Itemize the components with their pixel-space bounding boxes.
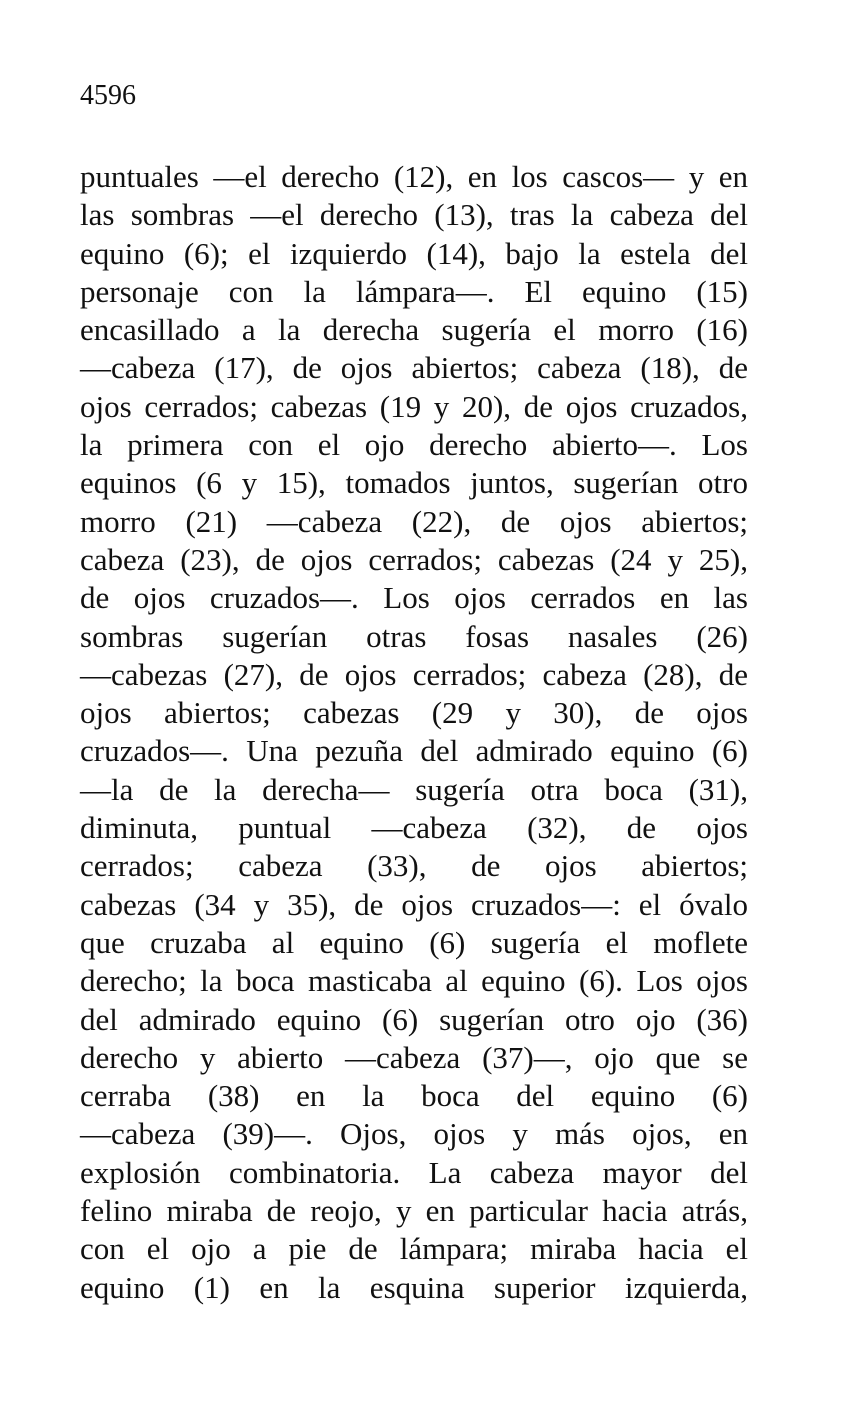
- text-line: derecho; la boca masticaba al equino (6). Los ojos: [80, 963, 748, 999]
- text-line: ojos abiertos; cabezas (29 y 30), de ojos: [80, 695, 748, 731]
- text-line: las sombras —el derecho (13), tras la cabeza del: [80, 197, 748, 233]
- text-line: ojos cerrados; cabezas (19 y 20), de ojos cruzados,: [80, 388, 748, 424]
- text-line: de ojos cruzados—. Los ojos cerrados en las: [80, 580, 748, 616]
- text-line: cerrados; cabeza (33), de ojos abiertos;: [80, 848, 748, 884]
- text-line: felino miraba de reojo, y en particular hacia atrás,: [80, 1193, 748, 1229]
- text-line: sombras sugerían otras fosas nasales (26): [80, 618, 748, 654]
- body-paragraph: [80, 158, 748, 1307]
- text-line: puntuales —el derecho (12), en los cascos— y en: [80, 159, 748, 194]
- text-line: diminuta, puntual —cabeza (32), de ojos: [80, 810, 748, 846]
- text-line: equino (1) en la esquina superior izquierda,: [80, 1269, 748, 1305]
- text-line: encasillado a la derecha sugería el morro (16): [80, 312, 748, 348]
- text-line: morro (21) —cabeza (22), de ojos abiertos;: [80, 503, 748, 539]
- text-line: derecho y abierto —cabeza (37)—, ojo que se: [80, 1039, 748, 1075]
- text-line: equinos (6 y 15), tomados juntos, sugerían otro: [80, 465, 748, 501]
- text-line: del admirado equino (6) sugerían otro ojo (36): [80, 1001, 748, 1037]
- text-line: con el ojo a pie de lámpara; miraba hacia el: [80, 1231, 748, 1267]
- text-line: la primera con el ojo derecho abierto—. Los: [80, 427, 748, 463]
- text-line: explosión combinatoria. La cabeza mayor del: [80, 1154, 748, 1190]
- text-line: cruzados—. Una pezuña del admirado equino (6): [80, 733, 748, 769]
- text-line: que cruzaba al equino (6) sugería el moflete: [80, 924, 748, 960]
- text-line: personaje con la lámpara—. El equino (15): [80, 273, 748, 309]
- text-line: cabeza (23), de ojos cerrados; cabezas (24 y 25),: [80, 541, 748, 577]
- text-line: —la de la derecha— sugería otra boca (31),: [80, 771, 748, 807]
- text-line: —cabeza (39)—. Ojos, ojos y más ojos, en: [80, 1116, 748, 1152]
- page-number: 4596: [80, 80, 136, 111]
- text-line: —cabeza (17), de ojos abiertos; cabeza (18), de: [80, 350, 748, 386]
- text-line: cabezas (34 y 35), de ojos cruzados—: el óvalo: [80, 886, 748, 922]
- text-line: —cabezas (27), de ojos cerrados; cabeza (28), de: [80, 656, 748, 692]
- text-line: cerraba (38) en la boca del equino (6): [80, 1078, 748, 1114]
- text-line: equino (6); el izquierdo (14), bajo la estela del: [80, 235, 748, 271]
